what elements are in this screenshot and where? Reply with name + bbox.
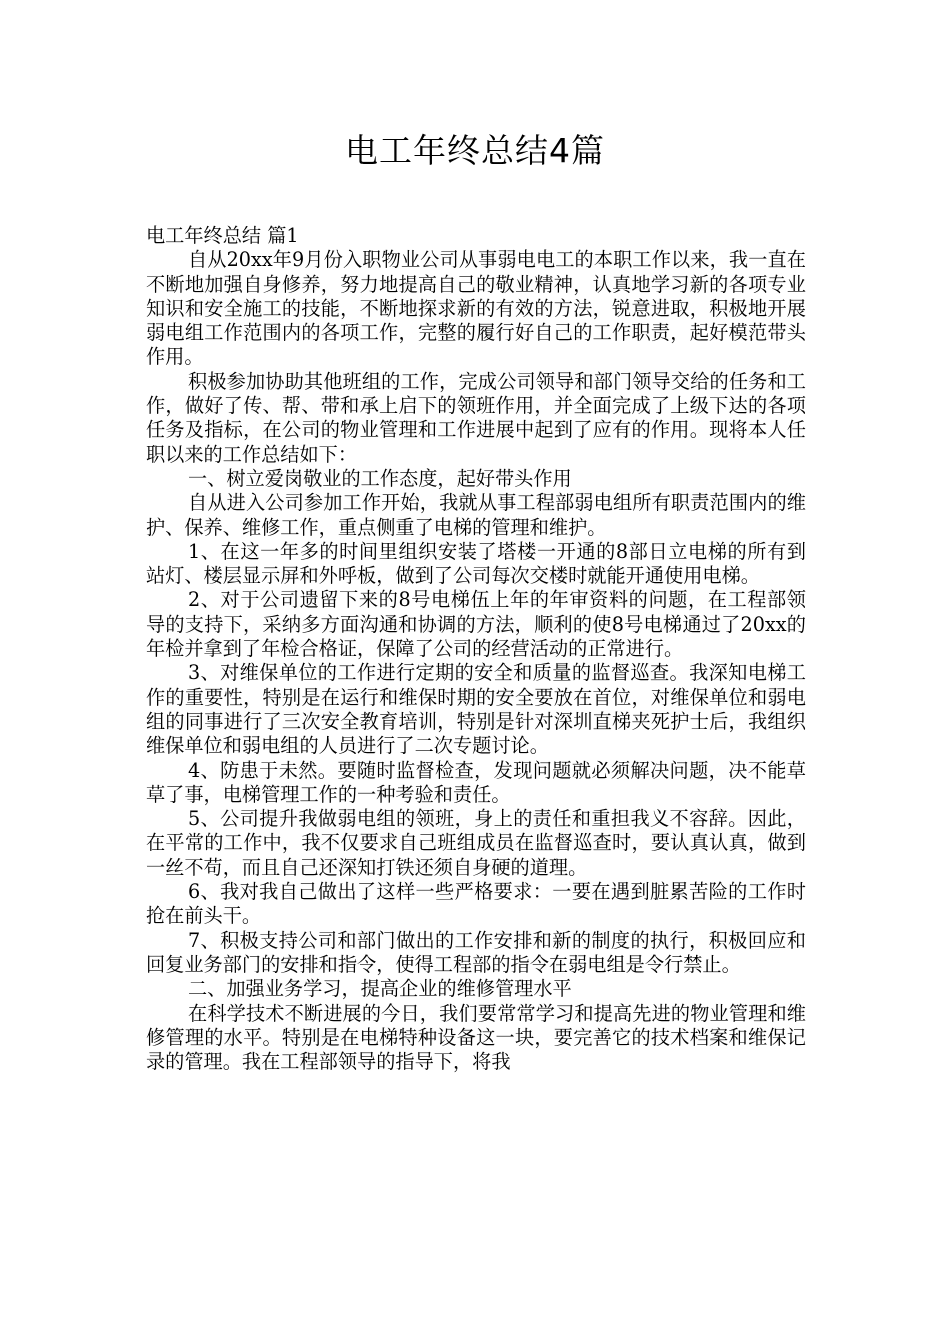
list-item: 5、公司提升我做弱电组的领班，身上的责任和重担我义不容辞。因此，在平常的工作中，我不仅要求自己班组成员在监督巡查时，要认真认真，做到一丝不苟，而且自己还深知打铁还须自身硬的道理。 — [146, 807, 806, 879]
list-item: 1、在这一年多的时间里组织安装了塔楼一开通的8部日立电梯的所有到站灯、楼层显示屏和外呼板，做到了公司每次交楼时就能开通使用电梯。 — [146, 539, 806, 588]
list-item: 4、防患于未然。要随时监督检查，发现问题就必须解决问题，决不能草草了事，电梯管理工作的一种考验和责任。 — [146, 758, 806, 806]
paragraph: 积极参加协助其他班组的工作，完成公司领导和部门领导交给的任务和工作，做好了传、帮、带和承上启下的领班作用，并全面完成了上级下达的各项任务及指标，在公司的物业管理和工作进展中起到了应有的作用。现将本人任职以来的工作总结如下： — [146, 369, 806, 466]
paragraph: 在科学技术不断进展的今日，我们要常常学习和提高先进的物业管理和维修管理的水平。特别是在电梯特种设备这一块，要完善它的技术档案和维保记录的管理。我在工程部领导的指导下，将我 — [146, 1001, 806, 1074]
paragraph: 自从20xx年9月份入职物业公司从事弱电电工的本职工作以来，我一直在不断地加强自身修养，努力地提高自己的敬业精神，认真地学习新的各项专业知识和安全施工的技能，不断地探求新的有效的方法，锐意进取，积极地开展弱电组工作范围内的各项工作，完整的履行好自己的工作职责，起好模范带头作用。 — [146, 248, 806, 369]
list-item: 7、积极支持公司和部门做出的工作安排和新的制度的执行，积极回应和回复业务部门的安排和指令，使得工程部的指令在弱电组是令行禁止。 — [146, 928, 806, 976]
list-item: 6、我对我自己做出了这样一些严格要求：一要在遇到脏累苦险的工作时抢在前头干。 — [146, 880, 806, 928]
list-item: 2、对于公司遗留下来的8号电梯伍上年的年审资料的问题，在工程部领导的支持下，采纳多方面沟通和协调的方法，顺利的使8号电梯通过了20xx的年检并拿到了年检合格证，保障了公司的经营活动的正常进行。 — [146, 588, 806, 661]
list-item: 3、对维保单位的工作进行定期的安全和质量的监督巡查。我深知电梯工作的重要性，特别是在运行和维保时期的安全要放在首位，对维保单位和弱电组的同事进行了三次安全教育培训，特别是针对深圳直梯夹死护士后，我组织维保单位和弱电组的人员进行了二次专题讨论。 — [146, 661, 806, 758]
document-body — [146, 224, 806, 1074]
paragraph: 自从进入公司参加工作开始，我就从事工程部弱电组所有职责范围内的维护、保养、维修工作，重点侧重了电梯的管理和维护。 — [146, 491, 806, 539]
subheading: 一、树立爱岗敬业的工作态度，起好带头作用 — [188, 466, 572, 490]
section-heading-1: 电工年终总结 篇1 — [146, 224, 299, 247]
subheading: 二、加强业务学习，提高企业的维修管理水平 — [188, 977, 572, 1001]
document-title: 电工年终总结4篇 — [345, 131, 605, 170]
